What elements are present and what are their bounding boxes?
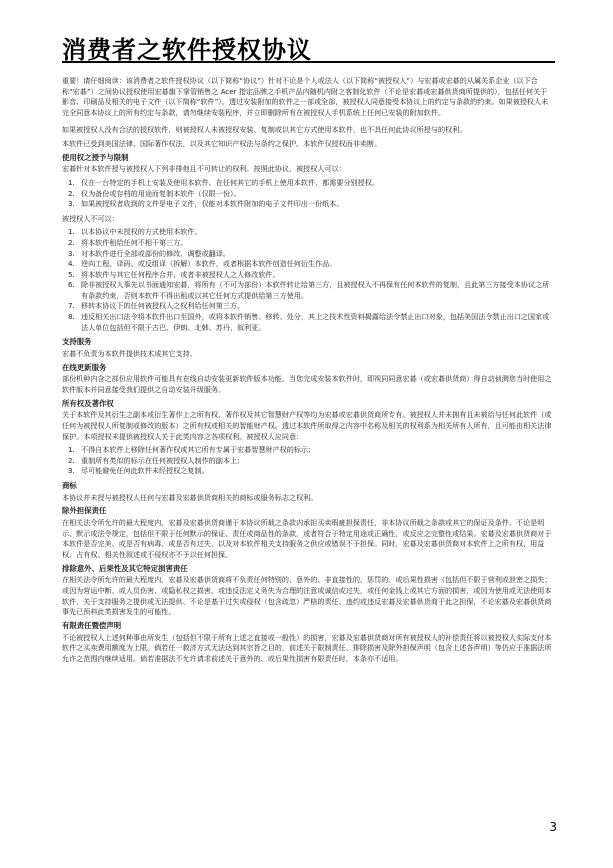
list-item <box>62 466 554 477</box>
list-number: 1. <box>68 445 75 455</box>
list-number: 2. <box>68 237 75 247</box>
list-item <box>62 445 554 456</box>
protection-paragraph: 本软件已受到美国法律、国际著作权法，以及其它知识产权法与条约之保护。本软件仅授权而非卖断。 <box>62 138 382 148</box>
title-divider <box>62 61 555 63</box>
list-text: 不得自本软件上移除任何著作权或其它所有专属于宏碁智慧财产权的标示； <box>81 445 316 455</box>
list-item <box>62 189 554 200</box>
list-text: 除非被授权人事先以书面通知宏碁，将所有（不可为部份）本软件转让给第三方，且被授权人不再保有任何本软件的复制，且此第三方接受本协议之所有条款约束，否则本软件不得出租或以其它任何方式提供给第三方使用。 <box>81 280 550 300</box>
damages-paragraph: 在相关法令所允许的最大程度内，宏碁及宏碁供货商将不负责任何特别的、意外的、非直接性的、惩罚的、或后果性损害（包括但不限于营利或泄密之损失；或因为营运中断、或人员伤害、或隐私权之损害、或违反法定义务失为合理的注意或诚信或过失，或任何金钱上或其它方面的损害，或因为使用或无法使用本软件，关于支持服务之提供或无法提供、不论是基于过失或侵权（包含疏忽）严格的责任、违约或违反宏碁及宏碁供货商于此之担保，不论宏碁及宏碁供货商事先已预料此类损害发生的可能性。 <box>62 575 552 617</box>
list-text: 违反相关出口法令将本软件出口至国外，或将本软件销售、移转、处分，其上之技术性资料揭露给法令禁止出口对象，包括美国法令禁止出口之国家或法人单位包括但不限于古巴、伊朗、北韩、苏丹、叙利亚。 <box>81 312 550 332</box>
page-title: 消费者之软件授权协议 <box>62 36 312 64</box>
grant-intro: 宏碁针对本软件授与被授权人下列非排他且不可转让的权利。按照此协议，被授权人可以： <box>62 164 346 174</box>
list-number: 1. <box>68 227 75 237</box>
list-item <box>62 199 554 210</box>
section-heading-damages: 排除意外、后果性及其它特定损害责任 <box>62 563 188 573</box>
section-heading-ownership: 所有权及著作权 <box>62 398 114 408</box>
list-item <box>62 270 554 281</box>
list-number: 7. <box>68 301 75 311</box>
section-heading-limitation: 有限责任暨偿声明 <box>62 620 122 630</box>
list-item <box>62 280 554 301</box>
list-item <box>62 227 554 238</box>
list-item <box>62 178 554 189</box>
list-item <box>62 312 554 333</box>
list-text: 尽可能避免任何此软件未经授权之复制。 <box>81 466 209 476</box>
list-text: 仅为备份或存档的用途而复制本软件（仅限一份）。 <box>81 188 241 198</box>
list-item <box>62 456 554 467</box>
list-number: 5. <box>68 269 75 279</box>
list-text: 对本软件进行全部或部份的修改、调整或翻译。 <box>81 248 230 258</box>
intro-paragraph: 重要！请仔细阅读：该消费者之软件授权协议（以下简称“协议”）针对不论是个人或法人（以下简称“被授权人”）与宏碁或宏碁的从属关系企业（以下合称“宏碁”）之间协议授权使用宏碁旗下掌管销售之 Acer 指定品牌之手机产品内随机内附之客制化软件（不论是宏碁或宏碁供货商所提供的），包括任何关于影音、印刷品及相关的电子文件（以下简称“软件”）。透过安装附加的软件之一部或全部，被授权人同意接受本协议上的约定与条款的约束。如果被授权人未完全同意本协议上的所有约定与条款，请勿继续安装程序，并立即删除所有在被授权人手机系统上任何已安装的附加软件。 <box>62 76 549 117</box>
list-number: 3. <box>68 248 75 258</box>
list-text: 仅在一台特定的手机上安装及使用本软件。在任何其它的手机上使用本软件，都需要分别授权。 <box>81 177 379 187</box>
restrictions-intro: 被授权人不可以： <box>62 213 119 223</box>
list-text: 移转本协议下的任何被授权人之权利给任何第三方。 <box>81 301 245 311</box>
list-number: 4. <box>68 259 75 269</box>
list-number: 3. <box>68 466 75 476</box>
section-heading-trademarks: 商标 <box>62 481 77 490</box>
section-heading-grant: 使用权之授予与限制 <box>62 152 129 162</box>
support-paragraph: 宏碁不负责为本软件提供技术或其它支持。 <box>62 349 197 359</box>
list-text: 以本协议中未授权的方式使用本软件。 <box>81 227 202 237</box>
restrictions-list <box>62 227 554 333</box>
list-text: 重制所有类似的标示在任何被授权人制作的副本上； <box>81 455 245 465</box>
list-item <box>62 238 554 249</box>
grant-list <box>62 178 554 210</box>
ownership-paragraph: 关于本软件及其衍生之副本或衍生著作上之所有权、著作权及其它智慧财产权等均为宏碁或宏碁供货商所专有。被授权人并未拥有且未被给与任何此软件（或任何为被授权人所复制或修改的版本）之所有权或相关的智能财产权。透过本软件所取得之内容中名称及相关的权利系为相关所有人所有，且可能由相关法律保护。本项授权未提供被授权人关于此类内容之各项权利。被授权人应同意： <box>62 410 552 441</box>
list-text: 将本软件租给任何不相干第三方。 <box>81 237 188 247</box>
list-item <box>62 259 554 270</box>
list-item <box>62 301 554 312</box>
warranty-paragraph: 在相关法令所允许的最大程度内，宏碁及宏碁供货商谨于本协议所载之条款内承担买卖瑕疵担保责任，非本协议所载之条款或其它的保证及条件，不论是明示、默示或法令规定，包括但不限于任何默示的保证、责任或商品性的条款，或者符合于特定用途或正确性，或反应之完整性或结果。宏碁及宏碁供货商对于本软件是否完美、或是否有病毒、或是否有过失，以及对本软件相关支持服务之供应或错误不予担保。同时，宏碁及宏碁供货商对本软件上之所有权、用益权、占有权、相关性叙述或不侵权亦不予以任何担保。 <box>62 518 552 559</box>
list-text: 逆向工程、译码、或反组译（拆解）本软件，或者根据本软件创造任何衍生作品。 <box>81 259 337 269</box>
list-item <box>62 249 554 260</box>
list-number: 6. <box>68 280 75 290</box>
list-number: 3. <box>68 199 75 209</box>
list-number: 2. <box>68 188 75 198</box>
section-heading-warranty: 除外担保责任 <box>62 506 107 516</box>
limitation-paragraph: 不论被授权人上述何种事由所发生（包括但不限于所有上述之直接或一般性）的损害，宏碁及宏碁供货商对所有被授权人的补偿责任将以被授权人实际支付本软件之买卖费用额度为上限。倘若任一救济方式无法达到其宗旨之目的，前述关于限制责任、排除损害及除外担保声明（包含上述各声明）等仍应于准据法所允许之范围内继续适用。倘若准据法不允许请求前述关于意外的、或后果性损害有限责任时，本条亦不适用。 <box>62 632 552 663</box>
list-number: 2. <box>68 455 75 465</box>
live-update-paragraph: 部份机种内含之部份应用软件可能具有在线自动安装更新软件版本功能。当您完成安装本软件时，即视同同意宏碁（或宏碁供货商）得自动侦测您当时使用之软件版本并同意接受我们提供之自动安装升级服务。 <box>62 374 552 395</box>
section-heading-support: 支持服务 <box>62 337 92 347</box>
unlicensed-paragraph: 如果被授权人没有合法的授权软件，则被授权人未被授权安装、复制或以其它方式使用本软件，也不具任何此协议所授与的权利。 <box>62 125 467 135</box>
list-text: 将本软件与其它任何程序合并，或者非被授权人之人修改软件。 <box>81 269 280 279</box>
page-number: 3 <box>549 820 557 834</box>
section-heading-live-update: 在线更新服务 <box>62 362 107 372</box>
list-number: 1. <box>68 177 75 187</box>
trademarks-paragraph: 本协议并未授与被授权人任何与宏碁及宏碁供货商相关的商标或服务标志之权利。 <box>62 492 318 502</box>
list-text: 如果被授权者收到的文件是电子文件，仅能对本软件附加的电子文件印出一份纸本。 <box>81 199 344 209</box>
document-body <box>62 76 554 667</box>
list-number: 8. <box>68 312 75 322</box>
ownership-list <box>62 445 554 477</box>
